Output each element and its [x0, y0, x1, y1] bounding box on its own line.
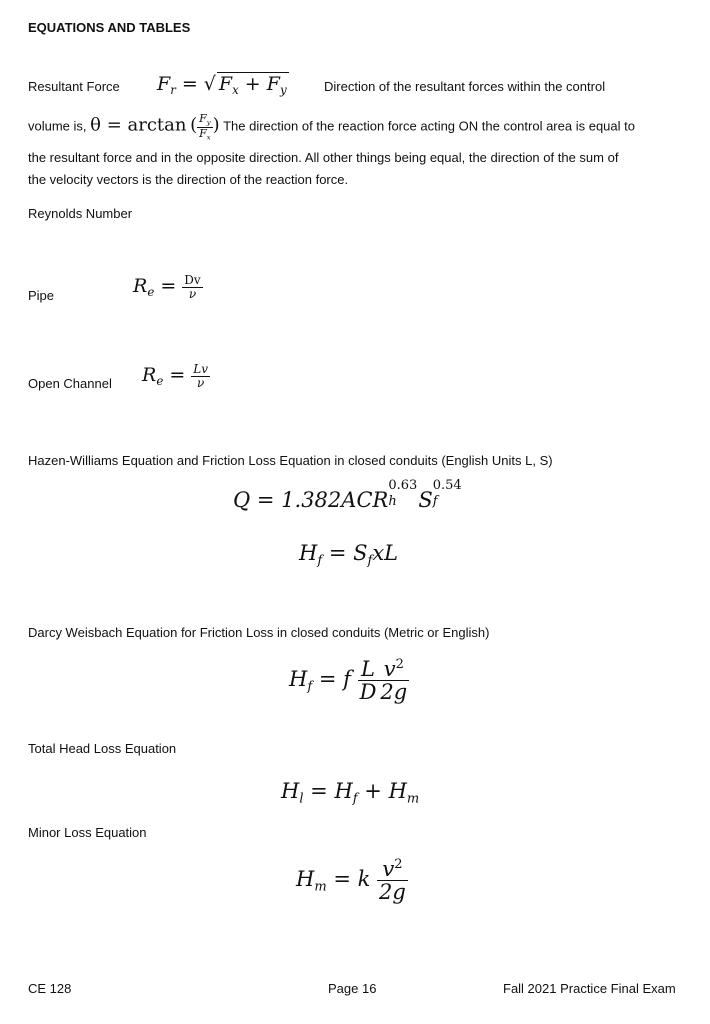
resultant-force-equation: $F_r$ = √ $F_x + F_y$	[157, 73, 287, 98]
resultant-direction-paragraph: volume is, θ = arctan ( $\frac{F_y}{F_x}$ ) The direction of the reaction force acting ON the control area is equal to	[28, 112, 635, 141]
reynolds-number-label: Reynolds Number	[28, 206, 133, 221]
pipe-reynolds-equation: $R_e$ = $\frac{Dv}{\nu}$	[133, 273, 201, 301]
page-title: EQUATIONS AND TABLES	[28, 20, 191, 35]
hazen-williams-equation: Q = 1.382ACR 0.63 h S 0.54 f	[233, 478, 462, 512]
open-channel-reynolds-equation: $R_e$ = $\frac{Lv}{\nu}$	[142, 362, 209, 390]
resultant-line-3: the resultant force and in the opposite direction. All other things being equal, the direction of the sum of	[28, 150, 619, 165]
open-channel-label: Open Channel	[28, 376, 112, 391]
footer-course: CE 128	[28, 981, 72, 996]
total-head-loss-label: Total Head Loss Equation	[28, 741, 177, 756]
fy-over-fx-fraction: $\frac{F_y}{F_x}$	[199, 112, 211, 141]
direction-text: Direction of the resultant forces within the control	[324, 79, 606, 94]
darcy-weisbach-label: Darcy Weisbach Equation for Friction Loss in closed conduits (Metric or English)	[28, 625, 490, 640]
hazen-williams-label: Hazen-Williams Equation and Friction Loss Equation in closed conduits (English Units L, S)	[28, 453, 553, 468]
pipe-label: Pipe	[28, 288, 55, 303]
footer-page-number: Page 16	[328, 981, 377, 996]
total-head-loss-equation: $H_l = H_f + H_m$	[281, 779, 420, 807]
theta-arctan: θ = arctan	[90, 114, 187, 136]
minor-loss-equation: $H_m = k$ $\frac{v^2}{2g}$	[296, 857, 406, 905]
darcy-weisbach-equation: $H_f = f$ $\frac{L}{D}$ $\frac{v^2}{2g}$	[289, 657, 408, 705]
resultant-line-4: the velocity vectors is the direction of the reaction force.	[28, 172, 349, 187]
resultant-force-label: Resultant Force	[28, 79, 120, 94]
friction-loss-equation: $H_f = S_fxL$	[299, 541, 399, 569]
footer-exam-title: Fall 2021 Practice Final Exam	[503, 981, 676, 996]
minor-loss-label: Minor Loss Equation	[28, 825, 147, 840]
